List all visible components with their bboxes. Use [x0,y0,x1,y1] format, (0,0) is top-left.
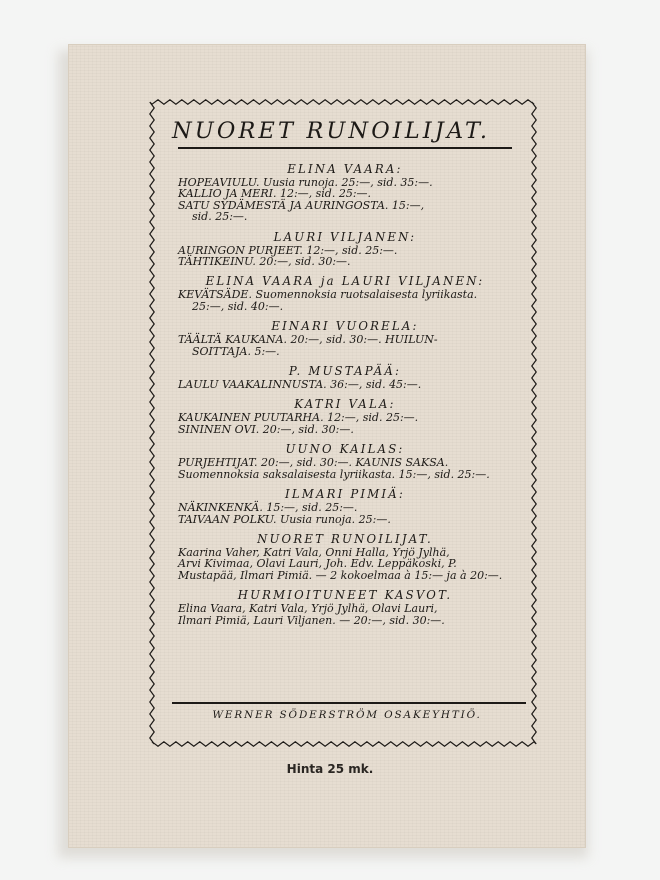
book-entry: KALLIO JA MERI. 12:—, sid. 25:—. [178,187,372,201]
book-entry: LAULU VAAKALINNUSTA. 36:—, sid. 45:—. [178,378,422,392]
author-heading: EINARI VUORELA: [271,319,419,334]
section-vaara-viljanen [162,274,528,312]
book-entry: KAUKAINEN PUUTARHA. 12:—, sid. 25:—. [178,411,419,425]
catalog-content [162,106,528,626]
book-entry: SATU SYDÄMESTÄ JA AURINGOSTA. 15:—, [178,198,425,212]
book-entry: Arvi Kivimaa, Olavi Lauri, Joh. Edv. Leppäkoski, P. [178,557,457,571]
book-entry: NÄKINKENKÄ. 15:—, sid. 25:—. [178,501,358,515]
section-uuno-kailas [162,442,528,480]
section-p-mustapaa [162,364,528,390]
book-entry: sid. 25:—. [192,210,248,224]
author-heading: UUNO KAILAS: [285,442,405,457]
book-entry: Kaarina Vaher, Katri Vala, Onni Halla, Yrjö Jylhä, [178,545,450,559]
book-entry: SININEN OVI. 20:—, sid. 30:—. [178,422,354,436]
book-entry: HOPEAVIULU. Uusia runoja. 25:—, sid. 35:—. [178,176,433,189]
author-heading: P. MUSTAPÄÄ: [288,364,402,379]
section-hurmioituneet-kasvot [162,588,528,626]
book-entry: KEVÄTSÄDE. Suomennoksia ruotsalaisesta lyriikasta. [178,288,478,302]
book-entry: Elina Vaara, Katri Vala, Yrjö Jylhä, Olavi Lauri, [178,602,438,616]
book-entry: TAIVAAN POLKU. Uusia runoja. 25:—. [178,512,391,526]
section-ilmari-pimia [162,487,528,525]
publisher-name: WERNER SÖDERSTRÖM OSAKEYHTIÖ. [212,709,482,721]
author-heading: ILMARI PIMIÄ: [285,487,405,502]
author-heading: LAURI VILJANEN: [273,229,417,244]
section-nuoret-runoilijat [162,532,528,581]
section-elina-vaara [162,162,528,223]
author-heading: NUORET RUNOILIJAT. [257,531,433,546]
page-title: NUORET RUNOILIJAT. [172,118,491,144]
section-katri-vala [162,397,528,435]
book-entry: SOITTAJA. 5:—. [192,344,280,358]
author-heading: ELINA VAARA: [287,162,403,176]
book-entry: TÄÄLTÄ KAUKANA. 20:—, sid. 30:—. HUILUN- [178,333,438,347]
author-heading: KATRI VALA: [294,397,396,412]
book-entry: Mustapää, Ilmari Pimiä. — 2 kokoelmaa à 15:— ja à 20:—. [178,568,503,582]
book-entry: AURINGON PURJEET. 12:—, sid. 25:—. [178,243,398,257]
book-entry: 25:—, sid. 40:—. [192,299,284,313]
publisher-rule [172,702,526,704]
title-underline [178,147,512,149]
section-einari-vuorela [162,319,528,357]
book-entry: Suomennoksia saksalaisesta lyriikasta. 15:—, sid. 25:—. [178,467,490,481]
book-entry: TÄHTIKEINU. 20:—, sid. 30:—. [178,255,351,269]
book-entry: Ilmari Pimiä, Lauri Viljanen. — 20:—, sid. 30:—. [178,613,445,627]
price-label: Hinta 25 mk. [286,762,374,776]
book-entry: PURJEHTIJAT. 20:—, sid. 30:—. KAUNIS SAKSA. [178,456,449,470]
section-lauri-viljanen [162,230,528,268]
author-heading: HURMIOITUNEET KASVOT. [237,588,453,603]
author-heading: ELINA VAARA ja LAURI VILJANEN: [205,274,485,289]
